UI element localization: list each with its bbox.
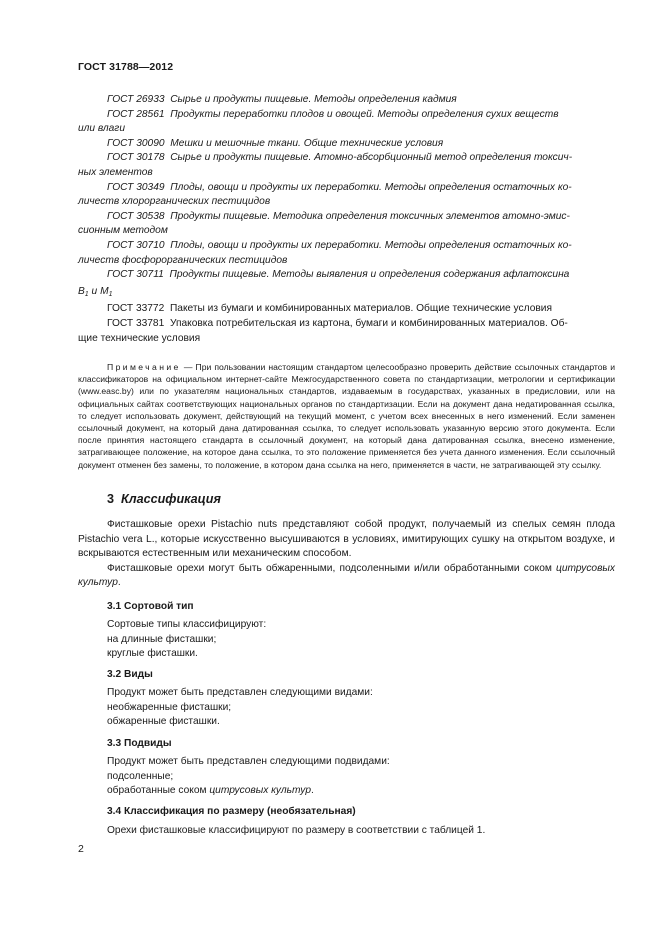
note-text: — При пользовании настоящим стандартом целесообразно проверить действие ссылочных стандартов и классификаторов на официальном интернет-сайте Межгосударственного совета по стандартизации, метрологии и сертификации (www.easc.by) или по указателям национальных стандартов, издаваемым в государствах, указанных в предисловии, или на официальных сайтах соответствующих национальных органов по стандартизации. Если на документ дана недатированная ссылка, то следует использовать документ, действующий на текущий момент, с учетом всех внесенных в него изменений. Если заменен ссылочный документ, на который дана датированная ссылка, то следует использовать указанную версию этого документа. Если после принятия настоящего стандарта в ссылочный документ, на который дана датированная ссылка, внесено изменение, затрагивающее положение, на которое дана ссылка, то это положение применяется без учета данного изменения. Если ссылочный документ отменен без замены, то положение, в котором дана ссылка на него, применяется в части, не затрагивающей эту ссылку. <box>78 362 616 470</box>
reference-item: ГОСТ 30710 Плоды, овощи и продукты их переработки. Методы определения остаточных ко- <box>107 239 572 251</box>
subsection-body <box>107 686 615 730</box>
reference-item: ГОСТ 28561 Продукты переработки плодов и овощей. Методы определения сухих веществ <box>107 108 559 120</box>
reference-continuation: ных элементов <box>78 166 153 178</box>
reference-continuation: или влаги <box>78 123 125 135</box>
reference-continuation: личеств хлорорганических пестицидов <box>78 196 271 208</box>
list-item: круглые фисташки. <box>107 648 198 660</box>
standard-header: ГОСТ 31788—2012 <box>78 61 174 73</box>
classification-paragraph: Фисташковые орехи могут быть обжаренными, подсоленными и/или обработанными соком цитрусовых культур. <box>78 562 615 589</box>
section-body <box>78 518 615 591</box>
reference-item: ГОСТ 33772 Пакеты из бумаги и комбинированных материалов. Общие технические условия <box>107 303 552 315</box>
list-item: необжаренные фисташки; <box>107 701 232 713</box>
list-item: на длинные фисташки; <box>107 633 217 645</box>
reference-list <box>78 93 615 346</box>
subsection-heading: 3.4 Классификация по размеру (необязательная) <box>107 806 356 817</box>
reference-item: ГОСТ 30538 Продукты пищевые. Методика определения токсичных элементов атомно-эмис- <box>107 210 570 222</box>
paragraph: Орехи фисташковые классифицируют по размеру в соответствии с таблицей 1. <box>107 825 486 836</box>
reference-continuation: сионным методом <box>78 225 168 237</box>
reference-item: ГОСТ 26933 Сырье и продукты пищевые. Методы определения кадмия <box>107 94 457 105</box>
list-item: Сортовые типы классифицируют: <box>107 619 267 630</box>
reference-continuation: $B_1$ и $M_1$ <box>78 285 113 298</box>
list-item: Продукт может быть представлен следующими подвидами: <box>107 756 390 767</box>
page-number: 2 <box>78 843 84 855</box>
list-item: обжаренные фисташки. <box>107 716 220 728</box>
list-item: Продукт может быть представлен следующими видами: <box>107 687 373 698</box>
reference-item: ГОСТ 30090 Мешки и мешочные ткани. Общие технические условия <box>107 137 444 149</box>
note-paragraph <box>78 361 615 471</box>
reference-continuation: щие технические условия <box>78 332 201 344</box>
subsection-heading: 3.1 Сортовой тип <box>107 601 194 612</box>
subsection-heading: 3.2 Виды <box>107 669 153 680</box>
reference-item: ГОСТ 30711 Продукты пищевые. Методы выявления и определения содержания афлатоксина <box>107 269 570 281</box>
reference-item: ГОСТ 33781 Упаковка потребительская из картона, бумаги и комбинированных материалов. Об- <box>107 317 568 329</box>
reference-continuation: личеств фосфорорганических пестицидов <box>78 254 288 266</box>
classification-paragraph: Фисташковые орехи Pistachio nuts представляют собой продукт, получаемый из спелых семян плода Pistachio vera L., которые искусственно высушиваются в условиях, имитирующих сушку на открытом воздухе, и вскрываются естественным или механическим способом. <box>78 519 615 560</box>
section-heading: 3 Классификация <box>107 492 221 506</box>
list-item: подсоленные; <box>107 770 174 782</box>
note-label: Примечание <box>107 362 181 372</box>
list-item: обработанные соком цитрусовых культур. <box>107 785 314 797</box>
subsection-body <box>107 755 615 799</box>
reference-item: ГОСТ 30349 Плоды, овощи и продукты их переработки. Методы определения остаточных ко- <box>107 181 572 193</box>
reference-item: ГОСТ 30178 Сырье и продукты пищевые. Атомно-абсорбционный метод определения токсич- <box>107 152 573 164</box>
subsection-body <box>107 618 615 662</box>
subsection-heading: 3.3 Подвиды <box>107 738 172 749</box>
subsection-body <box>107 824 615 839</box>
